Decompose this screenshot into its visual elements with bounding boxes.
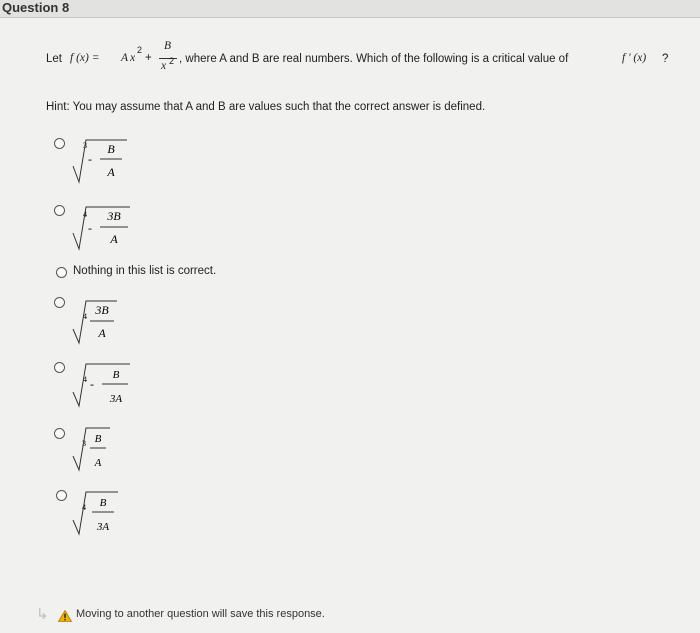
root-index: 4 — [82, 503, 86, 512]
numerator: B — [112, 369, 120, 381]
exponent: 2 — [137, 45, 143, 55]
question-prefix: Let — [46, 53, 62, 65]
option-2-radio[interactable] — [54, 205, 65, 216]
option-5-radio[interactable] — [54, 362, 65, 373]
option-2-expression[interactable] — [72, 203, 152, 253]
term-x: x — [130, 52, 136, 64]
denominator: 3A — [109, 393, 123, 405]
option-4-radio[interactable] — [54, 297, 65, 308]
numerator: 3B — [95, 303, 109, 317]
denominator: A — [110, 232, 118, 246]
function-label: f (x) = — [70, 52, 100, 64]
fraction-bar — [159, 58, 177, 59]
denominator: A — [107, 165, 115, 179]
root-index: 3 — [83, 141, 87, 150]
sign: - — [88, 152, 92, 166]
denominator: A — [98, 326, 106, 340]
sign: - — [90, 377, 94, 391]
footer-message: Moving to another question will save this response. — [76, 608, 325, 620]
question-body: , where A and B are real numbers. Which of the following is a critical value of — [179, 53, 569, 65]
denominator: 3A — [96, 521, 110, 533]
warning-icon — [58, 610, 72, 622]
root-index: 4 — [83, 312, 87, 321]
option-1-radio[interactable] — [54, 138, 65, 149]
question-header — [0, 0, 700, 18]
arrow-icon: ↳ — [36, 606, 49, 623]
option-3-radio[interactable] — [56, 267, 67, 278]
option-6-expression[interactable] — [72, 424, 152, 474]
root-index: 3 — [82, 439, 86, 448]
sign: - — [88, 221, 92, 235]
question-title: Question 8 — [2, 0, 70, 15]
option-6-radio[interactable] — [54, 428, 65, 439]
option-7-radio[interactable] — [56, 490, 67, 501]
fraction-denominator-exp: 2 — [169, 56, 175, 66]
root-index: 4 — [83, 375, 87, 384]
denominator: A — [94, 457, 102, 469]
footer-notice — [36, 605, 696, 629]
numerator: B — [94, 433, 102, 445]
fraction-denominator-x: x — [161, 60, 167, 72]
question-text — [46, 40, 686, 80]
fraction-numerator: B — [164, 40, 172, 52]
numerator: B — [99, 497, 107, 509]
option-1-expression[interactable] — [72, 136, 152, 186]
fprime-label: f ' (x) — [622, 52, 647, 64]
hint-text: Hint: You may assume that A and B are values such that the correct answer is defined. — [46, 101, 486, 113]
plus-sign: + — [145, 52, 152, 64]
option-4-expression[interactable] — [72, 297, 152, 347]
numerator: B — [107, 142, 115, 156]
term-a: A — [121, 52, 129, 64]
option-7-expression[interactable] — [72, 488, 152, 538]
root-index: 4 — [83, 210, 87, 219]
question-mark: ? — [662, 53, 669, 65]
option-3-label[interactable]: Nothing in this list is correct. — [73, 265, 217, 277]
numerator: 3B — [107, 209, 121, 223]
option-5-expression[interactable] — [72, 360, 152, 410]
